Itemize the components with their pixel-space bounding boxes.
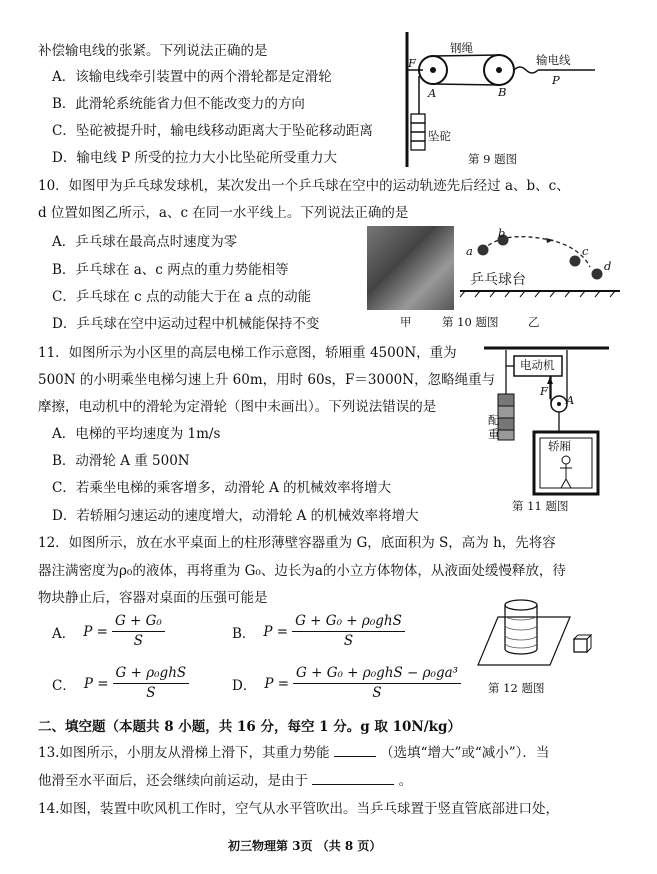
q10-stem-line1: 10．如图甲为乒乓球发球机，某次发出一个乒乓球在空中的运动轨迹先后经过 a、b、c、 <box>38 178 570 194</box>
q10-fig-label-d: d <box>604 259 612 273</box>
q13-text-2b: 。 <box>398 773 413 789</box>
equation-lhs: P = <box>83 623 108 640</box>
q13-line1 <box>38 745 549 762</box>
q13-line2 <box>38 773 412 790</box>
q11-fig-label-counter1: 配 <box>488 413 500 427</box>
q9-fig-label-rope: 钢绳 <box>450 41 473 55</box>
equation-lhs: P = <box>264 675 290 692</box>
q11-fig-label-motor: 电动机 <box>520 358 555 372</box>
q9-fig-label-b: B <box>498 85 507 99</box>
q9-option-a: A．该输电线牵引装置中的两个滑轮都是定滑轮 <box>52 69 332 85</box>
equation-lhs: P = <box>263 623 289 640</box>
numerator: G + G₀ + ρ₀ghS − ρ₀ga³ <box>293 664 461 684</box>
q9-fig-caption: 第 9 题图 <box>468 152 518 166</box>
q9-option-c: C．坠砣被提升时，输电线移动距离大于坠砣移动距离 <box>52 123 373 139</box>
option-label: A． <box>52 625 76 642</box>
q10-fig-label-yi: 乙 <box>528 315 540 329</box>
numerator: G + G₀ + ρ₀ghS <box>292 612 405 632</box>
q13-text-2a: 他滑至水平面后，还会继续向前运动，是由于 <box>38 773 308 789</box>
q11-fig-label-a: A <box>566 393 575 407</box>
q12-stem-line2: 器注满密度为ρ₀的液体，再将重为 G₀、边长为a的小立方体物体，从液面处缓慢释放，待 <box>38 563 566 579</box>
q10-stem-line2: d 位置如图乙所示，a、c 在同一水平线上。下列说法正确的是 <box>38 205 409 221</box>
q9-option-b: B．此滑轮系统能省力但不能改变力的方向 <box>52 96 305 112</box>
option-label: C． <box>52 677 76 694</box>
q9-option-d: D．输电线 P 所受的拉力大小比坠砣所受重力大 <box>52 150 337 166</box>
q13-text-1a: 13.如图所示，小朋友从滑梯上滑下，其重力势能 <box>38 745 330 761</box>
q10-fig-label-jia: 甲 <box>400 315 412 329</box>
q12-option-c <box>52 664 189 703</box>
q10-serve-machine-photo <box>367 226 454 310</box>
q11-stem-line3: 摩擦，电动机中的滑轮为定滑轮（图中未画出）。下列说法错误的是 <box>38 399 437 415</box>
q12-container-figure <box>478 595 618 675</box>
q9-fig-label-p: P <box>552 73 560 87</box>
q13-blank-2[interactable] <box>312 784 394 785</box>
option-label: B． <box>232 625 256 642</box>
q13-blank-1[interactable] <box>334 756 376 757</box>
page-footer: 初三物理第 3页 （共 8 页） <box>228 839 382 853</box>
q12-option-b <box>232 612 405 651</box>
denominator: S <box>372 685 382 701</box>
equation-lhs: P = <box>83 675 109 692</box>
q9-fig-label-wire: 输电线 <box>536 53 571 67</box>
q12-option-a <box>52 612 165 651</box>
q10-option-c: C．乒乓球在 c 点的动能大于在 a 点的动能 <box>52 289 312 305</box>
q9-fig-label-weight: 坠砣 <box>428 129 451 143</box>
q11-fig-caption: 第 11 题图 <box>512 499 569 513</box>
q10-fig-label-c: c <box>582 244 589 258</box>
q10-option-b: B．乒乓球在 a、c 两点的重力势能相等 <box>52 262 289 278</box>
denominator: S <box>133 633 143 649</box>
denominator: S <box>146 685 156 701</box>
q11-fig-label-f: F <box>540 384 548 398</box>
q11-option-a: A．电梯的平均速度为 1m/s <box>52 426 221 442</box>
q9-fig-label-a: A <box>428 86 437 100</box>
q10-fig-label-b: b <box>498 226 506 240</box>
q11-option-c: C．若乘坐电梯的乘客增多，动滑轮 A 的机械效率将增大 <box>52 480 392 496</box>
numerator: G + G₀ <box>112 612 165 632</box>
q12-fig-caption: 第 12 题图 <box>488 681 545 695</box>
q12-stem-line1: 12．如图所示，放在水平桌面上的柱形薄壁容器重为 G，底面积为 S，高为 h，先将容 <box>38 535 556 551</box>
q10-fig-label-table: 乒乓球台 <box>470 272 526 288</box>
q12-option-d <box>232 664 461 703</box>
option-label: D． <box>232 677 257 694</box>
q13-text-1b: （选填“增大”或“减小”）．当 <box>380 745 550 761</box>
q10-fig-label-a: a <box>466 244 473 258</box>
section2-title: 二、填空题（本题共 8 小题，共 16 分，每空 1 分。g 取 10N/kg） <box>38 719 461 735</box>
q11-fig-label-counter2: 重 <box>488 427 500 441</box>
q10-fig-caption: 第 10 题图 <box>442 315 499 329</box>
q9-fig-label-f: F <box>408 56 416 70</box>
q11-option-d: D．若轿厢匀速运动的速度增大，动滑轮 A 的机械效率将增大 <box>52 508 419 524</box>
q9-intro: 补偿输电线的张紧。下列说法正确的是 <box>38 43 268 59</box>
q14-line1: 14.如图，装置中吹风机工作时，空气从水平管吹出。当乒乓球置于竖直管底部进口处， <box>38 801 559 817</box>
q11-stem-line2: 500N 的小明乘坐电梯匀速上升 60m，用时 60s，F＝3000N，忽略绳重与 <box>38 372 496 388</box>
q11-stem-line1: 11．如图所示为小区里的高层电梯工作示意图，轿厢重 4500N，重为 <box>38 345 457 361</box>
q11-option-b: B．动滑轮 A 重 500N <box>52 453 190 469</box>
q12-stem-line3: 物块静止后，容器对桌面的压强可能是 <box>38 590 268 606</box>
q11-fig-label-car: 轿厢 <box>548 439 571 453</box>
numerator: G + ρ₀ghS <box>113 664 190 684</box>
q10-option-a: A．乒乓球在最高点时速度为零 <box>52 234 238 250</box>
q10-option-d: D．乒乓球在空中运动过程中机械能保持不变 <box>52 316 320 332</box>
denominator: S <box>343 633 354 649</box>
